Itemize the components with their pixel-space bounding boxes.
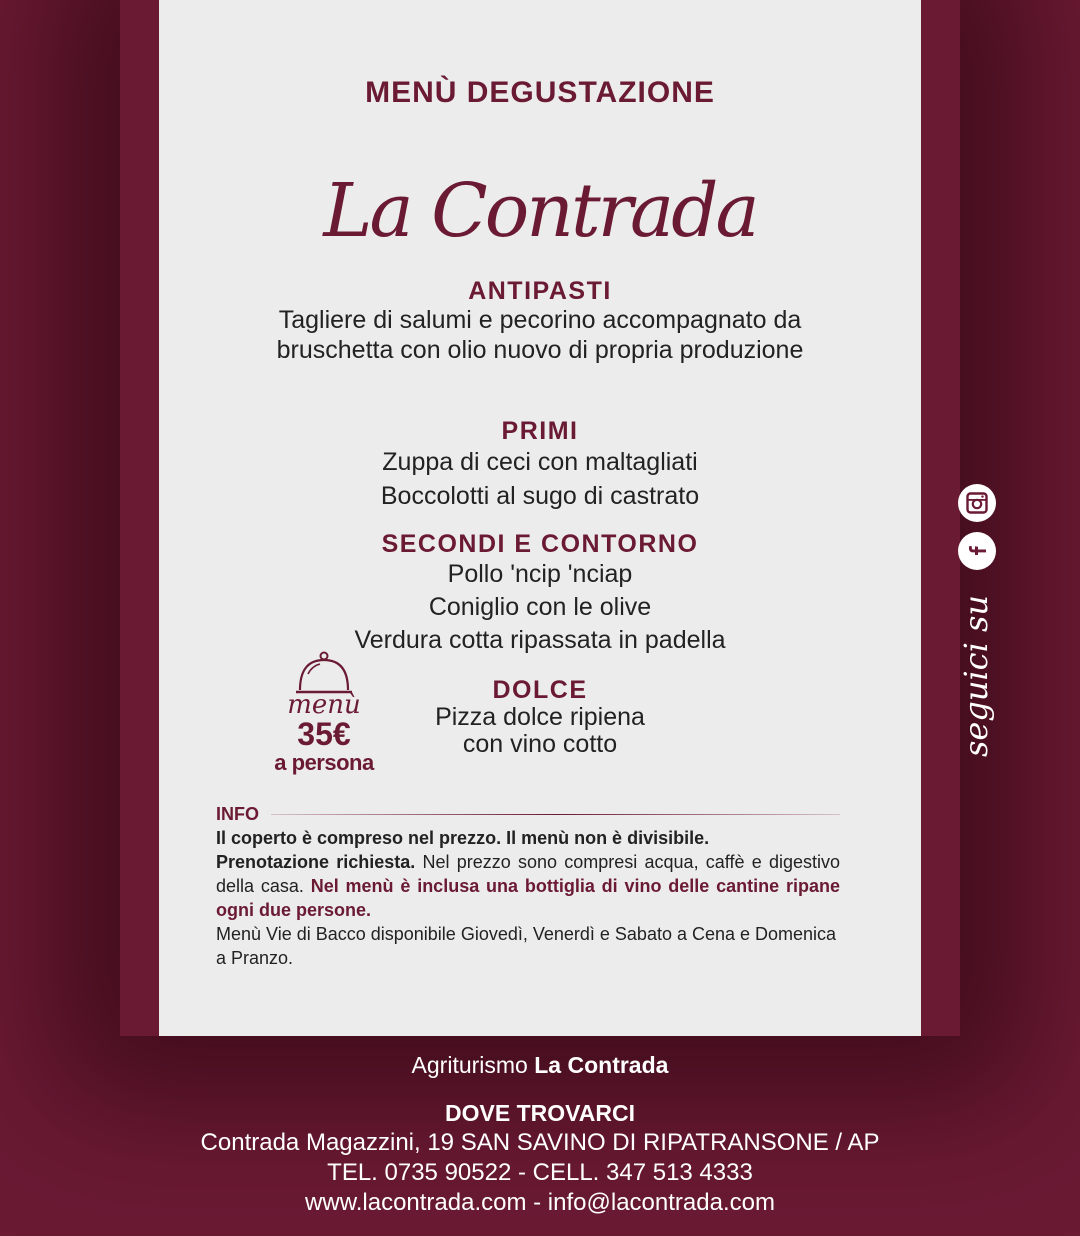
dish-item: con vino cotto (462, 730, 618, 758)
info-header (216, 802, 840, 826)
footer-web[interactable]: www.lacontrada.com - info@lacontrada.com (305, 1189, 775, 1216)
price-value: 35€ (297, 716, 351, 752)
price-badge (229, 650, 419, 774)
dish-item: Pizza dolce ripiena (435, 703, 645, 731)
info-bold: Prenotazione richiesta. (216, 852, 416, 872)
instagram-glyph (965, 491, 989, 515)
footer-contacts (0, 1128, 1080, 1218)
footer-title: DOVE TROVARCI (445, 1100, 635, 1126)
follow-us-text: seguici su (957, 594, 995, 758)
footer-brand-prefix: Agriturismo (411, 1052, 535, 1078)
section-secondi (159, 530, 921, 657)
brand-logo: La Contrada (323, 168, 757, 254)
info-label: INFO (216, 804, 259, 824)
section-antipasti (159, 277, 921, 365)
info-line-1: Il coperto è compreso nel prezzo. Il menù non è divisibile. (216, 828, 710, 848)
footer-phone: TEL. 0735 90522 - CELL. 347 513 4333 (327, 1159, 753, 1186)
facebook-icon[interactable] (958, 532, 996, 570)
dish-item: Boccolotti al sugo di castrato (380, 482, 700, 510)
footer-address: Contrada Magazzini, 19 SAN SAVINO DI RIPATRANSONE / AP (200, 1129, 880, 1156)
section-title: DOLCE (492, 676, 588, 704)
dish-item: Zuppa di ceci con maltagliati (382, 448, 698, 476)
footer-brand-name: La Contrada (534, 1052, 669, 1078)
section-title: PRIMI (501, 417, 579, 445)
dish-item: Tagliere di salumi e pecorino accompagnato da bruschetta con olio nuovo di propria produzione (276, 306, 804, 364)
dish-item: Verdura cotta ripassata in padella (354, 626, 726, 654)
info-line-3: Menù Vie di Bacco disponibile Giovedì, Venerdì e Sabato a Cena e Domenica a Pranzo. (216, 924, 837, 968)
section-primi (159, 417, 921, 513)
facebook-glyph (966, 540, 988, 562)
menu-card (159, 0, 921, 1036)
info-text: Nel prezzo sono compresi acqua, caffè e digestivo della casa. (216, 852, 841, 896)
social-links (958, 484, 998, 580)
instagram-icon[interactable] (958, 484, 996, 522)
info-block (216, 802, 840, 970)
section-title: ANTIPASTI (468, 277, 612, 305)
footer-brand (0, 1050, 1080, 1080)
info-accent: Nel menù è inclusa una bottiglia di vino delle cantine ripane ogni due persone. (216, 876, 840, 920)
price-unit: a persona (274, 750, 374, 775)
dish-item: Coniglio con le olive (428, 593, 652, 621)
price-menu-label: menù (287, 690, 361, 720)
divider (271, 814, 840, 815)
section-title: SECONDI E CONTORNO (381, 530, 699, 558)
menu-subtitle: MENÙ DEGUSTAZIONE (365, 76, 715, 109)
dish-item: Pollo 'ncip 'nciap (447, 560, 633, 588)
info-line-2 (216, 850, 840, 922)
